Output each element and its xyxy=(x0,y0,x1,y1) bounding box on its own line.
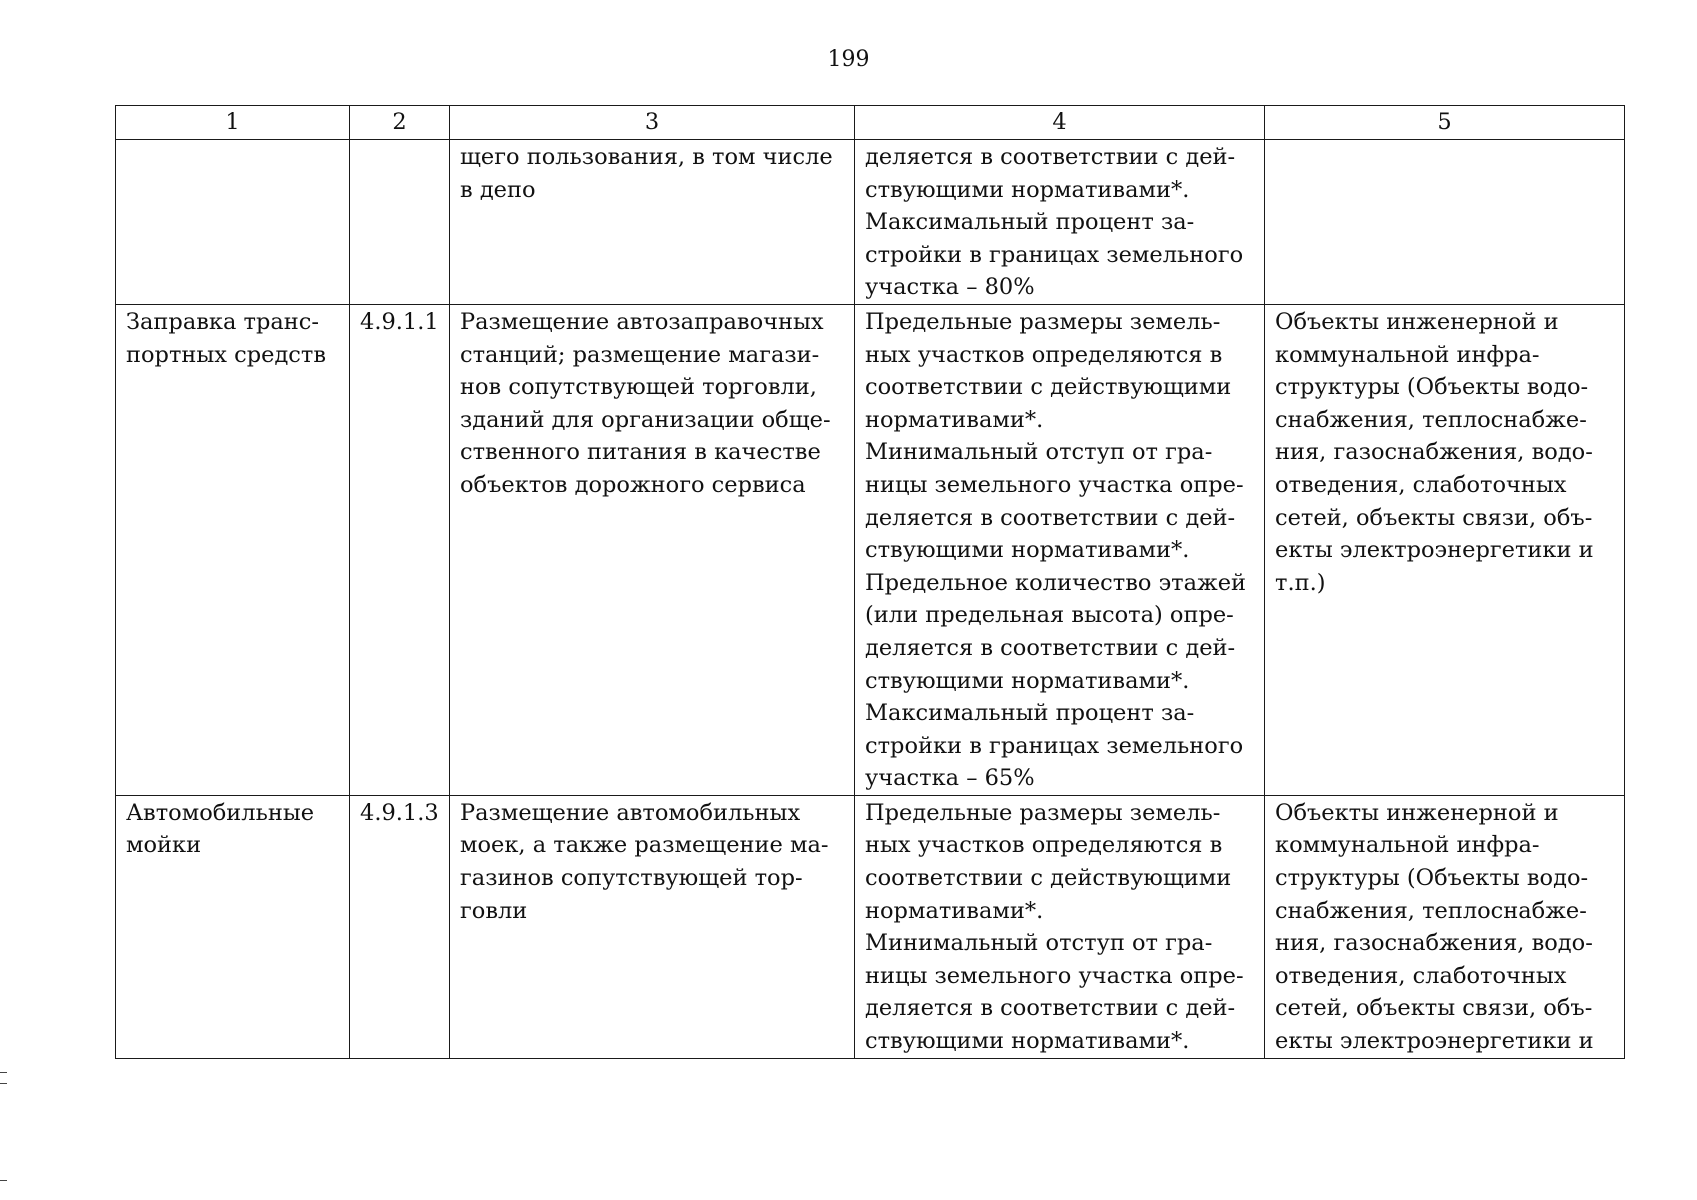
margin-mark xyxy=(0,1180,7,1181)
cell-text-line: деляется в соответствии с дей- xyxy=(865,504,1236,531)
cell-text-line: соответствии с действующими xyxy=(865,865,1232,892)
cell-text-line: соответствии с действующими xyxy=(865,374,1232,401)
cell-text-line: ствующими нормативами*. xyxy=(865,537,1190,564)
cell-text-line: ствующими нормативами*. xyxy=(865,1028,1190,1055)
cell-text-line: ственного питания в качестве xyxy=(460,439,821,466)
cell-text-line: коммунальной инфра- xyxy=(1275,832,1540,859)
cell-text-line: ницы земельного участка опре- xyxy=(865,471,1244,498)
cell-text-line: отведения, слаботочных xyxy=(1275,962,1567,989)
cell-code xyxy=(350,795,450,1058)
cell-text-line: нов сопутствующей торговли, xyxy=(460,374,817,401)
cell-auxiliary-uses xyxy=(1265,795,1625,1058)
cell-text-line: ния, газоснабжения, водо- xyxy=(1275,439,1593,466)
header-cell-4: 4 xyxy=(855,106,1265,140)
header-cell-1: 1 xyxy=(116,106,350,140)
cell-text-line: ния, газоснабжения, водо- xyxy=(1275,930,1593,957)
cell-text-line: сетей, объекты связи, объ- xyxy=(1275,995,1593,1022)
cell-land-use-name xyxy=(116,140,350,305)
cell-text-line: Объекты инженерной и xyxy=(1275,799,1559,826)
cell-text-line: мойки xyxy=(126,832,202,859)
cell-text-line: снабжения, теплоснабже- xyxy=(1275,897,1587,924)
cell-text-line: Предельные размеры земель- xyxy=(865,308,1221,335)
cell-land-use-name xyxy=(116,304,350,795)
cell-text-line: в депо xyxy=(460,176,536,203)
cell-text-line: Размещение автомобильных xyxy=(460,799,801,826)
cell-text-line: газинов сопутствующей тор- xyxy=(460,865,803,892)
header-cell-2: 2 xyxy=(350,106,450,140)
cell-text-line: ных участков определяются в xyxy=(865,341,1223,368)
cell-text-line: отведения, слаботочных xyxy=(1275,471,1567,498)
cell-text-line: нормативами*. xyxy=(865,406,1044,433)
cell-text-line: объектов дорожного сервиса xyxy=(460,471,806,498)
cell-description xyxy=(450,795,855,1058)
cell-text-line: Минимальный отступ от гра- xyxy=(865,930,1213,957)
cell-text-line: ствующими нормативами*. xyxy=(865,176,1190,203)
cell-description xyxy=(450,140,855,305)
cell-text-line: деляется в соответствии с дей- xyxy=(865,995,1236,1022)
margin-mark xyxy=(0,1072,7,1073)
cell-text-line: Максимальный процент за- xyxy=(865,700,1195,727)
table-row xyxy=(116,140,1625,305)
cell-text-line: стройки в границах земельного xyxy=(865,241,1244,268)
cell-parameters xyxy=(855,795,1265,1058)
table-row xyxy=(116,304,1625,795)
cell-description xyxy=(450,304,855,795)
cell-text-line: ницы земельного участка опре- xyxy=(865,962,1244,989)
regulations-table xyxy=(115,105,1625,1059)
cell-text-line: структуры (Объекты водо- xyxy=(1275,865,1589,892)
cell-text-line: зданий для организации обще- xyxy=(460,406,831,433)
cell-text-line: Максимальный процент за- xyxy=(865,209,1195,236)
cell-text-line: говли xyxy=(460,897,528,924)
cell-text-line: Размещение автозаправочных xyxy=(460,308,824,335)
cell-code xyxy=(350,140,450,305)
cell-auxiliary-uses xyxy=(1265,304,1625,795)
cell-text-line: екты электроэнергетики и xyxy=(1275,1028,1594,1055)
cell-text-line: екты электроэнергетики и xyxy=(1275,537,1594,564)
cell-text-line: т.п.) xyxy=(1275,569,1326,596)
cell-text-line: Автомобильные xyxy=(126,799,315,826)
cell-text-line: стройки в границах земельного xyxy=(865,732,1244,759)
cell-text-line: структуры (Объекты водо- xyxy=(1275,374,1589,401)
cell-text-line: (или предельная высота) опре- xyxy=(865,602,1234,629)
cell-text-line: снабжения, теплоснабже- xyxy=(1275,406,1587,433)
cell-text-line: нормативами*. xyxy=(865,897,1044,924)
header-cell-3: 3 xyxy=(450,106,855,140)
margin-mark xyxy=(0,1083,7,1084)
table-row xyxy=(116,795,1625,1058)
cell-text-line: коммунальной инфра- xyxy=(1275,341,1540,368)
cell-text-line: 4.9.1.3 xyxy=(360,799,439,826)
cell-auxiliary-uses xyxy=(1265,140,1625,305)
cell-parameters xyxy=(855,304,1265,795)
cell-parameters xyxy=(855,140,1265,305)
page-number: 199 xyxy=(827,47,870,72)
cell-text-line: участка – 65% xyxy=(865,765,1035,792)
cell-text-line: Объекты инженерной и xyxy=(1275,308,1559,335)
cell-text-line: Заправка транс- xyxy=(126,308,320,335)
cell-text-line: Предельные размеры земель- xyxy=(865,799,1221,826)
cell-text-line: портных средств xyxy=(126,341,327,368)
table-header-row xyxy=(116,106,1625,140)
cell-text-line: станций; размещение магази- xyxy=(460,341,820,368)
cell-text-line: сетей, объекты связи, объ- xyxy=(1275,504,1593,531)
header-cell-5: 5 xyxy=(1265,106,1625,140)
cell-text-line: моек, а также размещение ма- xyxy=(460,832,829,859)
cell-text-line: ствующими нормативами*. xyxy=(865,667,1190,694)
cell-text-line: 4.9.1.1 xyxy=(360,308,439,335)
cell-code xyxy=(350,304,450,795)
cell-text-line: щего пользования, в том числе xyxy=(460,144,833,170)
cell-land-use-name xyxy=(116,795,350,1058)
cell-text-line: ных участков определяются в xyxy=(865,832,1223,859)
cell-text-line: деляется в соответствии с дей- xyxy=(865,144,1236,170)
cell-text-line: участка – 80% xyxy=(865,274,1035,301)
cell-text-line: Предельное количество этажей xyxy=(865,569,1247,596)
cell-text-line: деляется в соответствии с дей- xyxy=(865,634,1236,661)
cell-text-line: Минимальный отступ от гра- xyxy=(865,439,1213,466)
